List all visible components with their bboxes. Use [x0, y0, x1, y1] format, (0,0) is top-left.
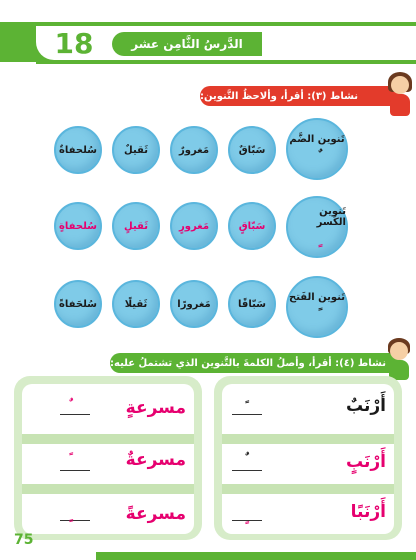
right-card-stripe [222, 484, 394, 494]
answer-line [232, 414, 262, 415]
tanween-fatha-circle [286, 276, 348, 338]
musriah-word: مسرعةٍ [125, 398, 186, 418]
musriah-word: مسرعةً [125, 504, 186, 524]
word-circle [112, 202, 160, 250]
arnab-word: أَرْنَبٌ [346, 396, 386, 416]
word-circle [228, 280, 276, 328]
word-circle [112, 280, 160, 328]
answer-line [60, 520, 90, 521]
word: سُلحفاةٍ [59, 220, 97, 232]
tanween-kasra-label: تَنوين الكَسر [316, 206, 346, 228]
tanween-damma-circle [286, 118, 348, 180]
word-circle [228, 202, 276, 250]
header-divider [36, 62, 416, 64]
word-circle [228, 126, 276, 174]
word: ثَقيلًا [124, 298, 148, 310]
word: سُلحفاةٌ [59, 144, 97, 156]
page-number: 75 [14, 532, 34, 548]
word: سَبّاقٌ [238, 144, 266, 156]
activity3-banner [200, 86, 400, 106]
lesson-title: الدَّرسُ الثَّامِن عشر [112, 32, 262, 56]
word: ثَقيلٍ [124, 220, 148, 232]
word-circle [54, 202, 102, 250]
word: سُلحَفاةً [59, 298, 97, 310]
word-circle [170, 126, 218, 174]
footer-bar [96, 552, 416, 560]
word-circle [54, 126, 102, 174]
answer-line [60, 414, 90, 415]
girl-illustration [386, 72, 414, 118]
word-circle [170, 202, 218, 250]
answer-line [232, 520, 262, 521]
word-circle [54, 280, 102, 328]
word: سَبّاقًا [238, 298, 266, 310]
answer-line [232, 470, 262, 471]
activity4-banner [110, 353, 400, 373]
lesson-number: 18 [54, 26, 94, 60]
tanween-fatha-label: تَنوين الفَتح [289, 291, 346, 303]
word: مَغرورٍ [178, 220, 210, 232]
word: ثَقيلٌ [124, 144, 148, 156]
tanween-damma-label: تَنوين الضَّم [289, 133, 345, 145]
arnab-word: أَرْنَبًا [350, 502, 386, 522]
musriah-word: مسرعةٌ [125, 450, 186, 470]
left-card-stripe [22, 434, 194, 444]
word: سَبّاقٍ [238, 220, 266, 232]
tanween-kasra-circle [286, 196, 348, 258]
arnab-word: أَرْنَبٍ [346, 452, 386, 472]
word: مَغرورٌ [178, 144, 210, 156]
word: مَغرورًا [177, 298, 211, 310]
right-card-stripe [222, 434, 394, 444]
answer-line [60, 470, 90, 471]
word-circle [112, 126, 160, 174]
activity4-label: نشاط (٤): أقرأ، وأصلُ الكلمةَ بالتَّنوين الذي تشتملُ عليه: [110, 357, 386, 369]
word-circle [170, 280, 218, 328]
activity3-label: نشاط (٣): أقرأ، وألاحظُ التَّنوين: [200, 90, 359, 102]
left-card-stripe [22, 484, 194, 494]
